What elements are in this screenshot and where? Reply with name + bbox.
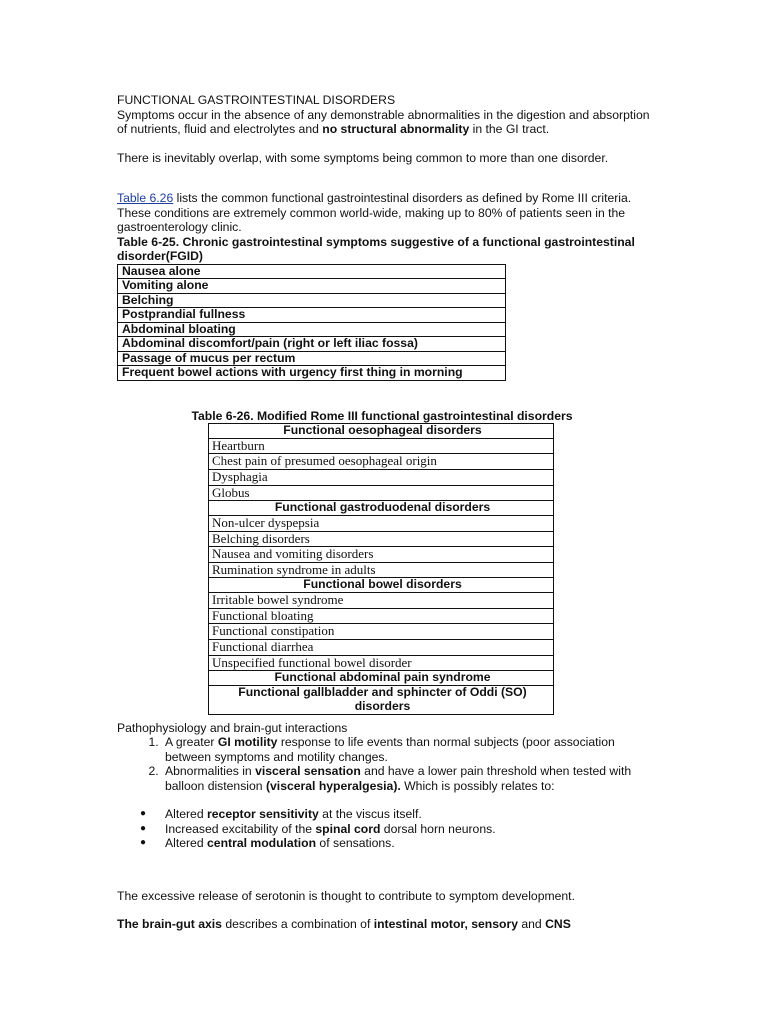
table-row (209, 624, 554, 640)
overlap-paragraph: There is inevitably overlap, with some symptoms being common to more than one disorder. (117, 150, 609, 165)
bullet-item (140, 836, 657, 851)
table-cell: Non-ulcer dyspepsia (209, 515, 554, 531)
intro-text-b: in the GI tract. (469, 122, 550, 136)
table-cell: Chest pain of presumed oesophageal origin (209, 454, 554, 470)
table-cell: Functional bloating (209, 608, 554, 624)
table-row (118, 264, 506, 279)
table-row (209, 639, 554, 655)
table-cell: Nausea and vomiting disorders (209, 547, 554, 563)
table-row (118, 293, 506, 308)
table-row (209, 608, 554, 624)
section-header-row (209, 578, 554, 593)
table-cell: Passage of mucus per rectum (118, 351, 506, 366)
table-cell: Abdominal discomfort/pain (right or left iliac fossa) (118, 337, 506, 352)
table-row (118, 337, 506, 352)
table-row (118, 366, 506, 381)
patho-item-1 (162, 735, 657, 764)
section-header-cell: Functional gastroduodenal disorders (209, 501, 554, 516)
table-row (209, 531, 554, 547)
section-header-row (209, 685, 554, 714)
section-header-cell: Functional gallbladder and sphincter of Oddi (SO) disorders (209, 685, 554, 714)
table2-caption: Table 6-26. Modified Rome III functional gastrointestinal disorders (191, 408, 573, 423)
bullet-1-bold: receptor sensitivity (207, 807, 319, 821)
section-header-row (209, 501, 554, 516)
bullet-1-pre: Altered (165, 807, 208, 821)
bullet-3-bold: central modulation (207, 836, 317, 850)
intro-paragraph (117, 108, 657, 137)
patho-item-2-bold2: (visceral hyperalgesia). (265, 778, 401, 793)
table-cell: Nausea alone (118, 264, 506, 279)
bullet-1-post: at the viscus itself. (318, 807, 422, 821)
patho-item-1-pre: A greater (165, 735, 218, 749)
table-cell: Vomiting alone (118, 279, 506, 294)
table-row (209, 454, 554, 470)
patho-bullets (117, 807, 657, 851)
brain-gut-text-1: describes a combination of (221, 917, 374, 931)
brain-gut-text-2: and (517, 917, 546, 931)
table-6-26 (208, 423, 554, 715)
table-cell: Irritable bowel syndrome (209, 593, 554, 609)
table-row (209, 469, 554, 485)
table-row (209, 515, 554, 531)
table-cell: Functional constipation (209, 624, 554, 640)
patho-item-1-post: response to life events than normal subjects (poor association between symptoms and motility changes. (165, 735, 615, 764)
table-row (118, 279, 506, 294)
patho-item-2-post2: Which is possibly relates to: (400, 778, 555, 793)
table-row (209, 562, 554, 578)
table-cell: Rumination syndrome in adults (209, 562, 554, 578)
page-title: FUNCTIONAL GASTROINTESTINAL DISORDERS (117, 93, 396, 107)
table-cell: Abdominal bloating (118, 322, 506, 337)
patho-item-2-bold: visceral sensation (255, 764, 361, 778)
intro-text-a: Symptoms occur in the absence of any demonstrable abnormalities in the digestion and absorption of nutrients, fluid and electrolytes and (117, 107, 650, 136)
table-row (209, 593, 554, 609)
table-row (118, 351, 506, 366)
patho-item-2-pre: Abnormalities in (165, 764, 256, 778)
table1-caption: Table 6-25. Chronic gastrointestinal symptoms suggestive of a functional gastrointestinal disorder(FGID) (117, 234, 635, 263)
table-row (209, 438, 554, 454)
table-row (209, 547, 554, 563)
patho-item-2-post: and have a lower pain threshold when tested with balloon distension (165, 764, 632, 793)
table-ref-text: lists the common functional gastrointestinal disorders as defined by Rome III criteria. These conditions are extremely common world-wide, making up to 80% of patients seen in the gastroenterology clinic. (117, 191, 632, 234)
table-6-26-link[interactable]: Table 6.26 (117, 191, 174, 205)
table-cell: Belching (118, 293, 506, 308)
table-cell: Postprandial fullness (118, 308, 506, 323)
section-header-row (209, 671, 554, 686)
table-cell: Dysphagia (209, 469, 554, 485)
table-cell: Globus (209, 485, 554, 501)
brain-gut-bold-3: CNS (545, 917, 571, 931)
bullet-item (140, 807, 657, 822)
section-header-cell: Functional abdominal pain syndrome (209, 671, 554, 686)
brain-gut-bold-2: intestinal motor, sensory (373, 917, 518, 931)
intro-bold: no structural abnormality (322, 122, 470, 136)
bullet-2-bold: spinal cord (315, 821, 381, 836)
table-ref-paragraph (117, 191, 657, 235)
brain-gut-paragraph (117, 917, 657, 932)
bullet-icon: ● (140, 822, 147, 834)
table-cell: Heartburn (209, 438, 554, 454)
section-header-cell: Functional bowel disorders (209, 578, 554, 593)
bullet-2-post: dorsal horn neurons. (380, 821, 496, 836)
bullet-3-pre: Altered (165, 836, 208, 850)
bullet-icon: ● (140, 837, 147, 848)
bullet-2-pre: Increased excitability of the (165, 821, 316, 836)
table-row (118, 322, 506, 337)
patho-item-2 (162, 764, 657, 793)
bullet-icon: ● (140, 808, 147, 819)
patho-list (117, 735, 657, 793)
table-cell: Frequent bowel actions with urgency first thing in morning (118, 366, 506, 381)
table-6-25 (117, 264, 506, 381)
section-header-row (209, 424, 554, 439)
bullet-3-post: of sensations. (316, 836, 395, 850)
section-header-cell: Functional oesophageal disorders (209, 424, 554, 439)
patho-heading: Pathophysiology and brain-gut interactions (117, 720, 348, 735)
table-row (209, 485, 554, 501)
serotonin-paragraph: The excessive release of serotonin is thought to contribute to symptom development. (117, 888, 575, 903)
bullet-item (140, 821, 657, 837)
brain-gut-bold-1: The brain-gut axis (117, 917, 222, 931)
patho-item-1-bold: GI motility (217, 735, 278, 749)
table-cell: Belching disorders (209, 531, 554, 547)
table-row (118, 308, 506, 323)
table-row (209, 655, 554, 671)
table-cell: Unspecified functional bowel disorder (209, 655, 554, 671)
table-cell: Functional diarrhea (209, 639, 554, 655)
document-page (117, 93, 657, 932)
